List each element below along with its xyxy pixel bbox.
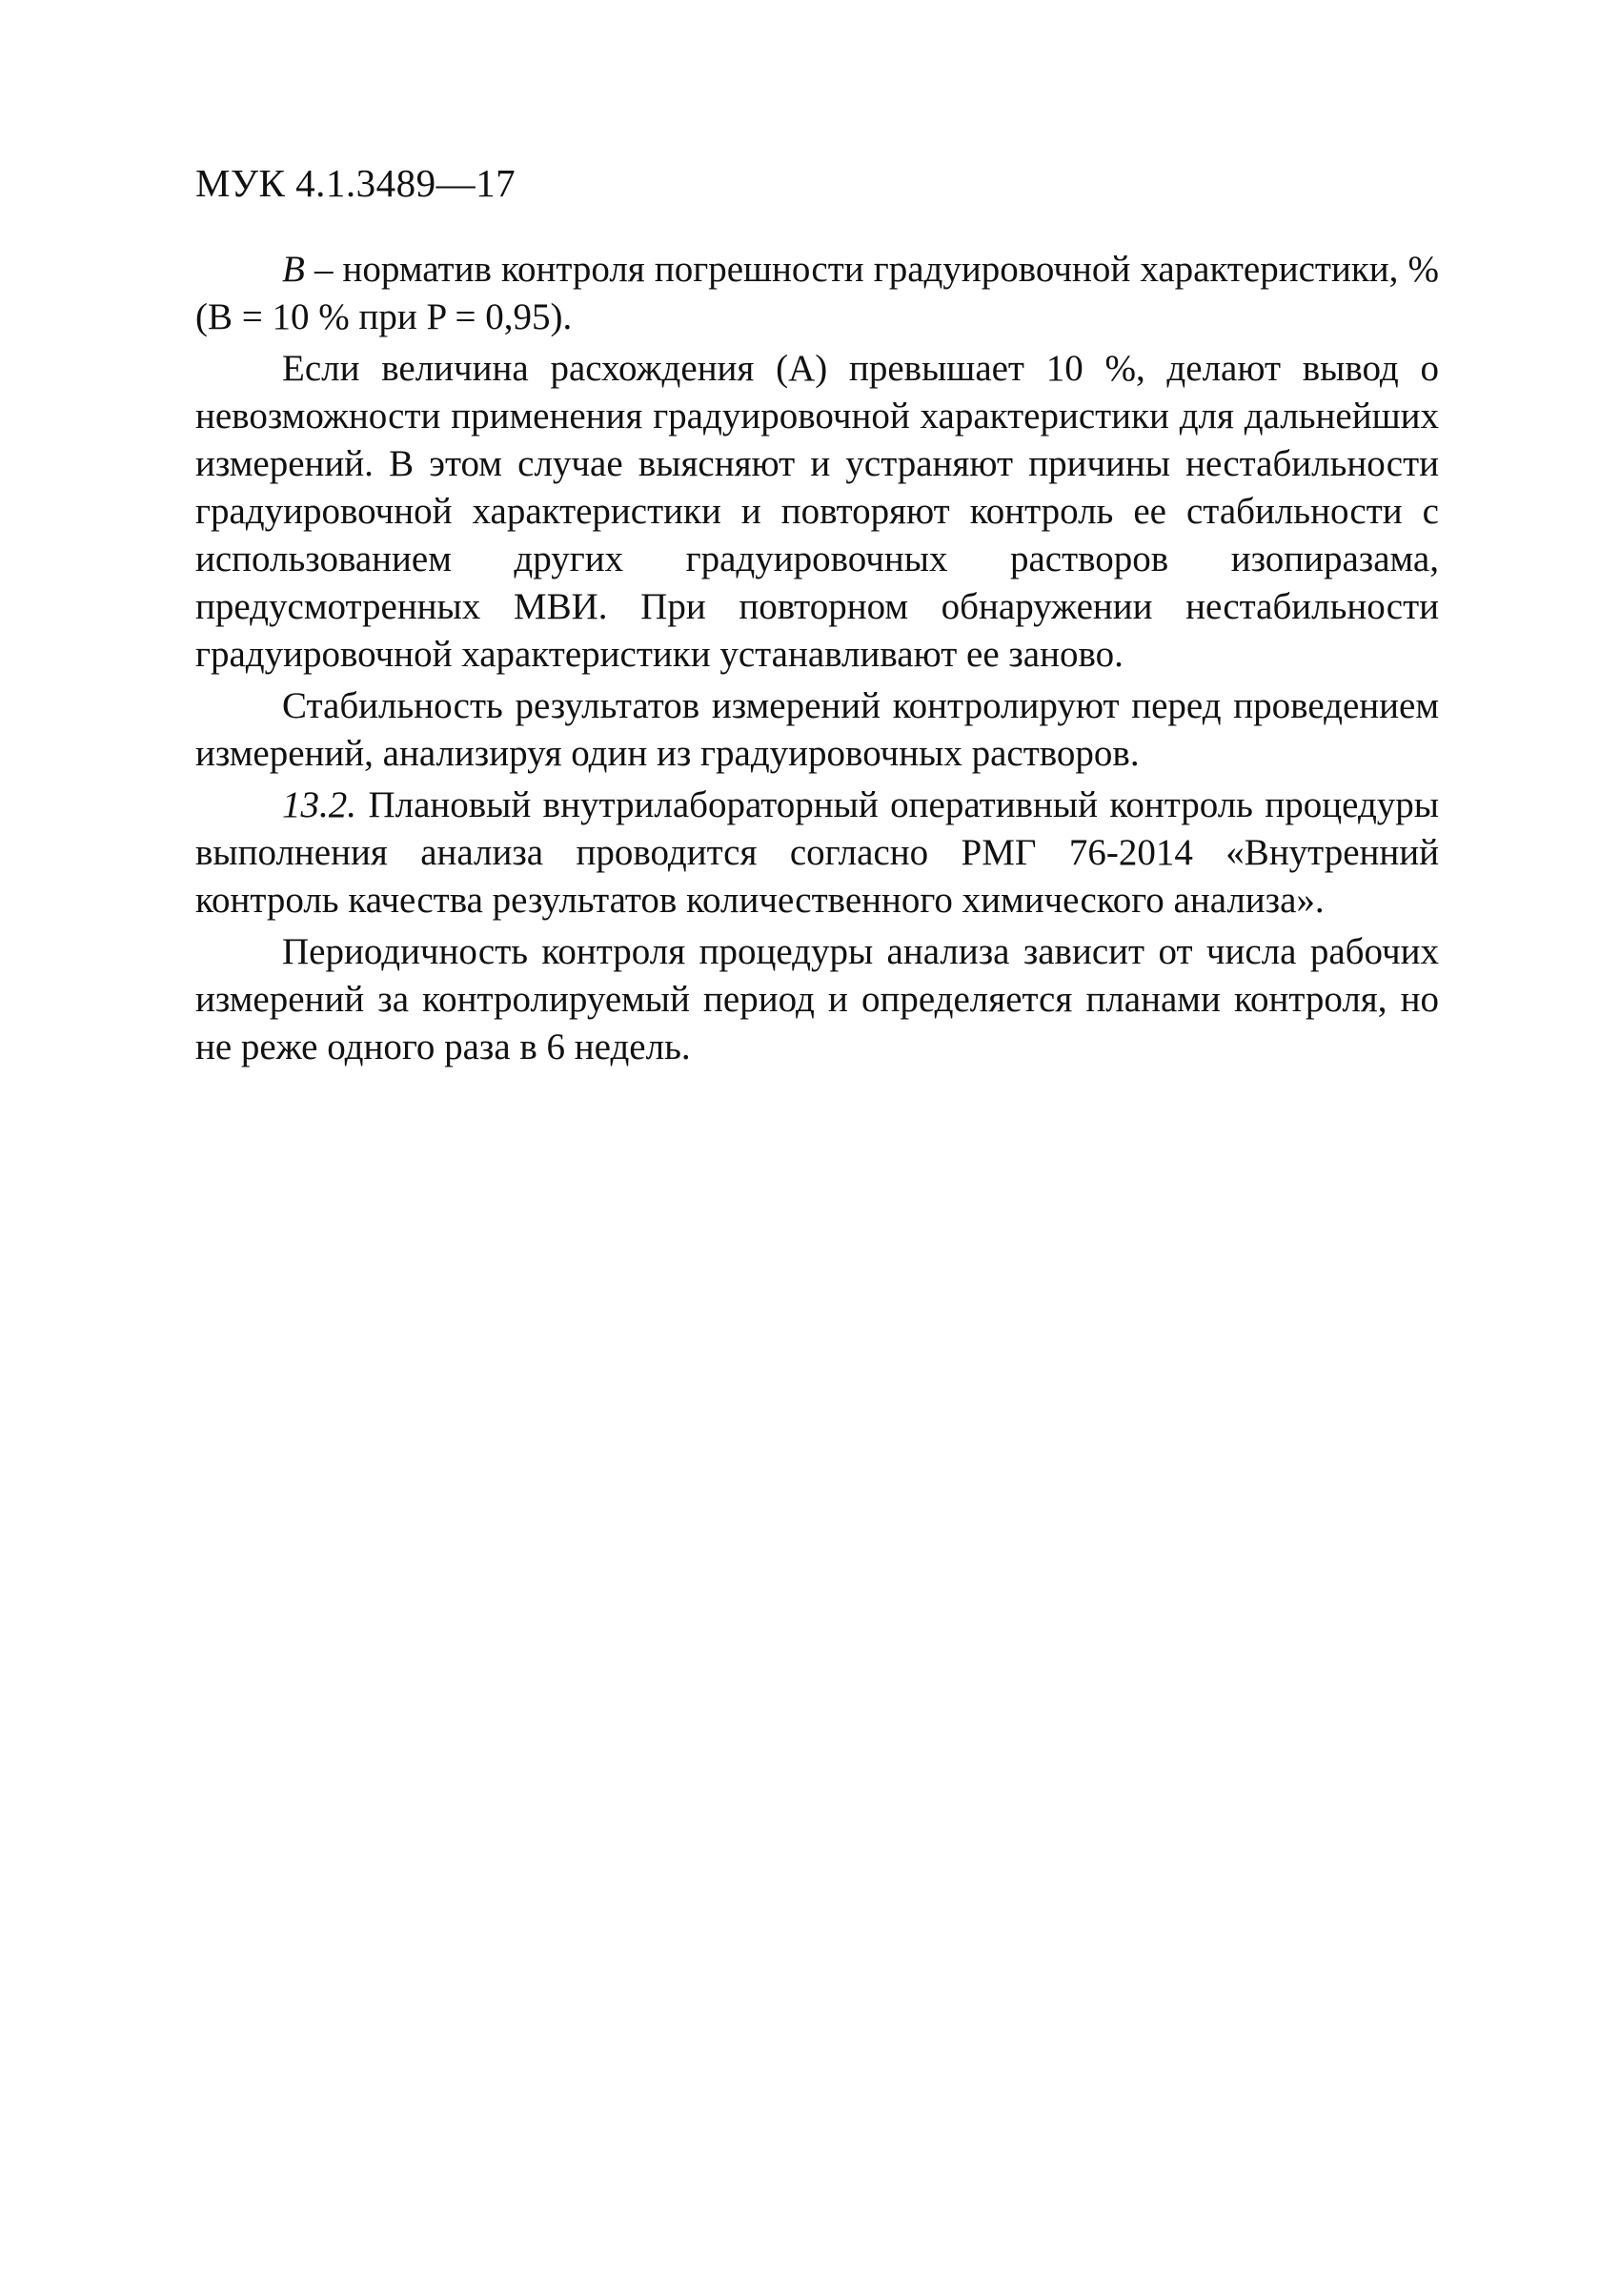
paragraph-section-13-2 xyxy=(195,782,1439,924)
paragraph-discrepancy xyxy=(195,345,1439,679)
paragraph-stability xyxy=(195,682,1439,778)
paragraph-text: Периодичность контроля процедуры анализа зависит от числа рабочих измерений за контролируемый период и определяется планами контроля, но не реже одного раза в 6 недель. xyxy=(195,931,1439,1067)
paragraph-lead-italic: B xyxy=(282,249,305,290)
paragraph-text: Если величина расхождения (A) превышает 10 %, делают вывод о невозможности применения градуировочной характеристики для дальнейших измерений. В этом случае выясняют и устраняют причины нестабильности градуировочной характеристики и повторяют контроль ее стабильности с использованием других градуировочных растворов изопиразама, предусмотренных МВИ. При повторном обнаружении нестабильности градуировочной характеристики устанавливают ее заново. xyxy=(195,348,1439,675)
paragraph-text: Плановый внутрилабораторный оперативный контроль процедуры выполнения анализа проводится согласно РМГ 76-2014 «Внутренний контроль качества результатов количественного химического анализа». xyxy=(195,784,1439,921)
section-number: 13.2. xyxy=(282,784,356,825)
paragraph-b-definition xyxy=(195,246,1439,341)
paragraph-text: – норматив контроля погрешности градуировочной характеристики, % (B = 10 % при P = 0,95). xyxy=(195,249,1439,337)
paragraph-periodicity xyxy=(195,928,1439,1071)
document-code-header: МУК 4.1.3489—17 xyxy=(195,161,516,205)
paragraph-text: Стабильность результатов измерений контролируют перед проведением измерений, анализируя один из градуировочных растворов. xyxy=(195,685,1439,774)
body-text xyxy=(195,246,1439,1071)
